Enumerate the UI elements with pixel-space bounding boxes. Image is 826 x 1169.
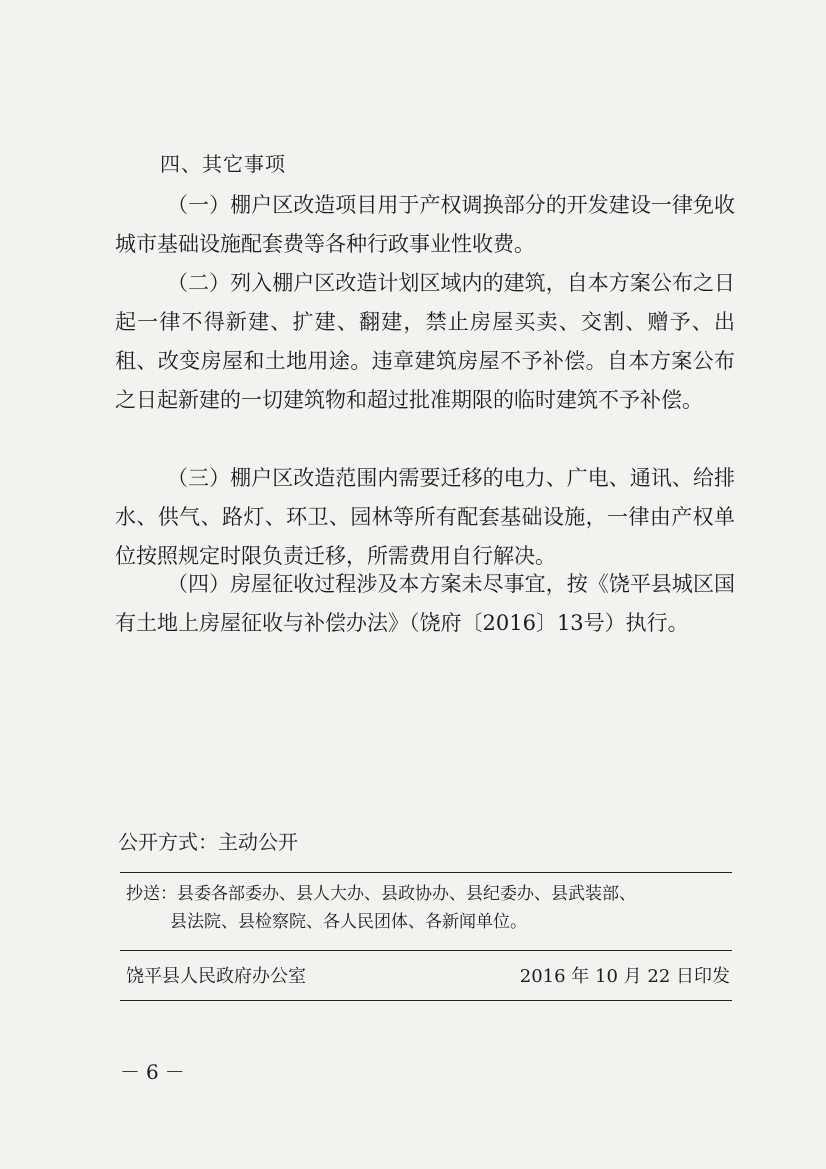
- cc-list: [126, 880, 731, 936]
- issue-date: 2016 年 10 月 22 日印发: [519, 966, 730, 987]
- paragraph-1: （一）棚户区改造项目用于产权调换部分的开发建设一律免收城市基础设施配套费等各种行政事业性收费。: [115, 193, 735, 256]
- divider-top: [120, 872, 732, 873]
- page-number: －6－: [120, 1060, 191, 1084]
- disclosure-method: 公开方式：主动公开: [118, 830, 298, 854]
- paragraph-4: （四）房屋征收过程涉及本方案未尽事宜，按《饶平县城区国有土地上房屋征收与补偿办法》（饶府〔2016〕13号）执行。: [115, 572, 735, 635]
- issuer-office: 饶平县人民政府办公室: [126, 966, 306, 987]
- cc-line-1: 抄送：县委各部委办、县人大办、县政协办、县纪委办、县武装部、: [126, 884, 636, 904]
- cc-line-2: 县法院、县检察院、各人民团体、各新闻单位。: [170, 912, 527, 932]
- paragraph-2: （二）列入棚户区改造计划区域内的建筑，自本方案公布之日起一律不得新建、扩建、翻建，禁止房屋买卖、交割、赠予、出租、改变房屋和土地用途。违章建筑房屋不予补偿。自本方案公布之日起新建的一切建筑物和超过批准期限的临时建筑不予补偿。: [115, 271, 735, 412]
- paragraph-3: （三）棚户区改造范围内需要迁移的电力、广电、通讯、给排水、供气、路灯、环卫、园林等所有配套基础设施，一律由产权单位按照规定时限负责迁移，所需费用自行解决。: [115, 466, 735, 568]
- section-heading: 四、其它事项: [160, 152, 286, 176]
- divider-bottom: [120, 1000, 732, 1001]
- divider-middle: [120, 950, 732, 951]
